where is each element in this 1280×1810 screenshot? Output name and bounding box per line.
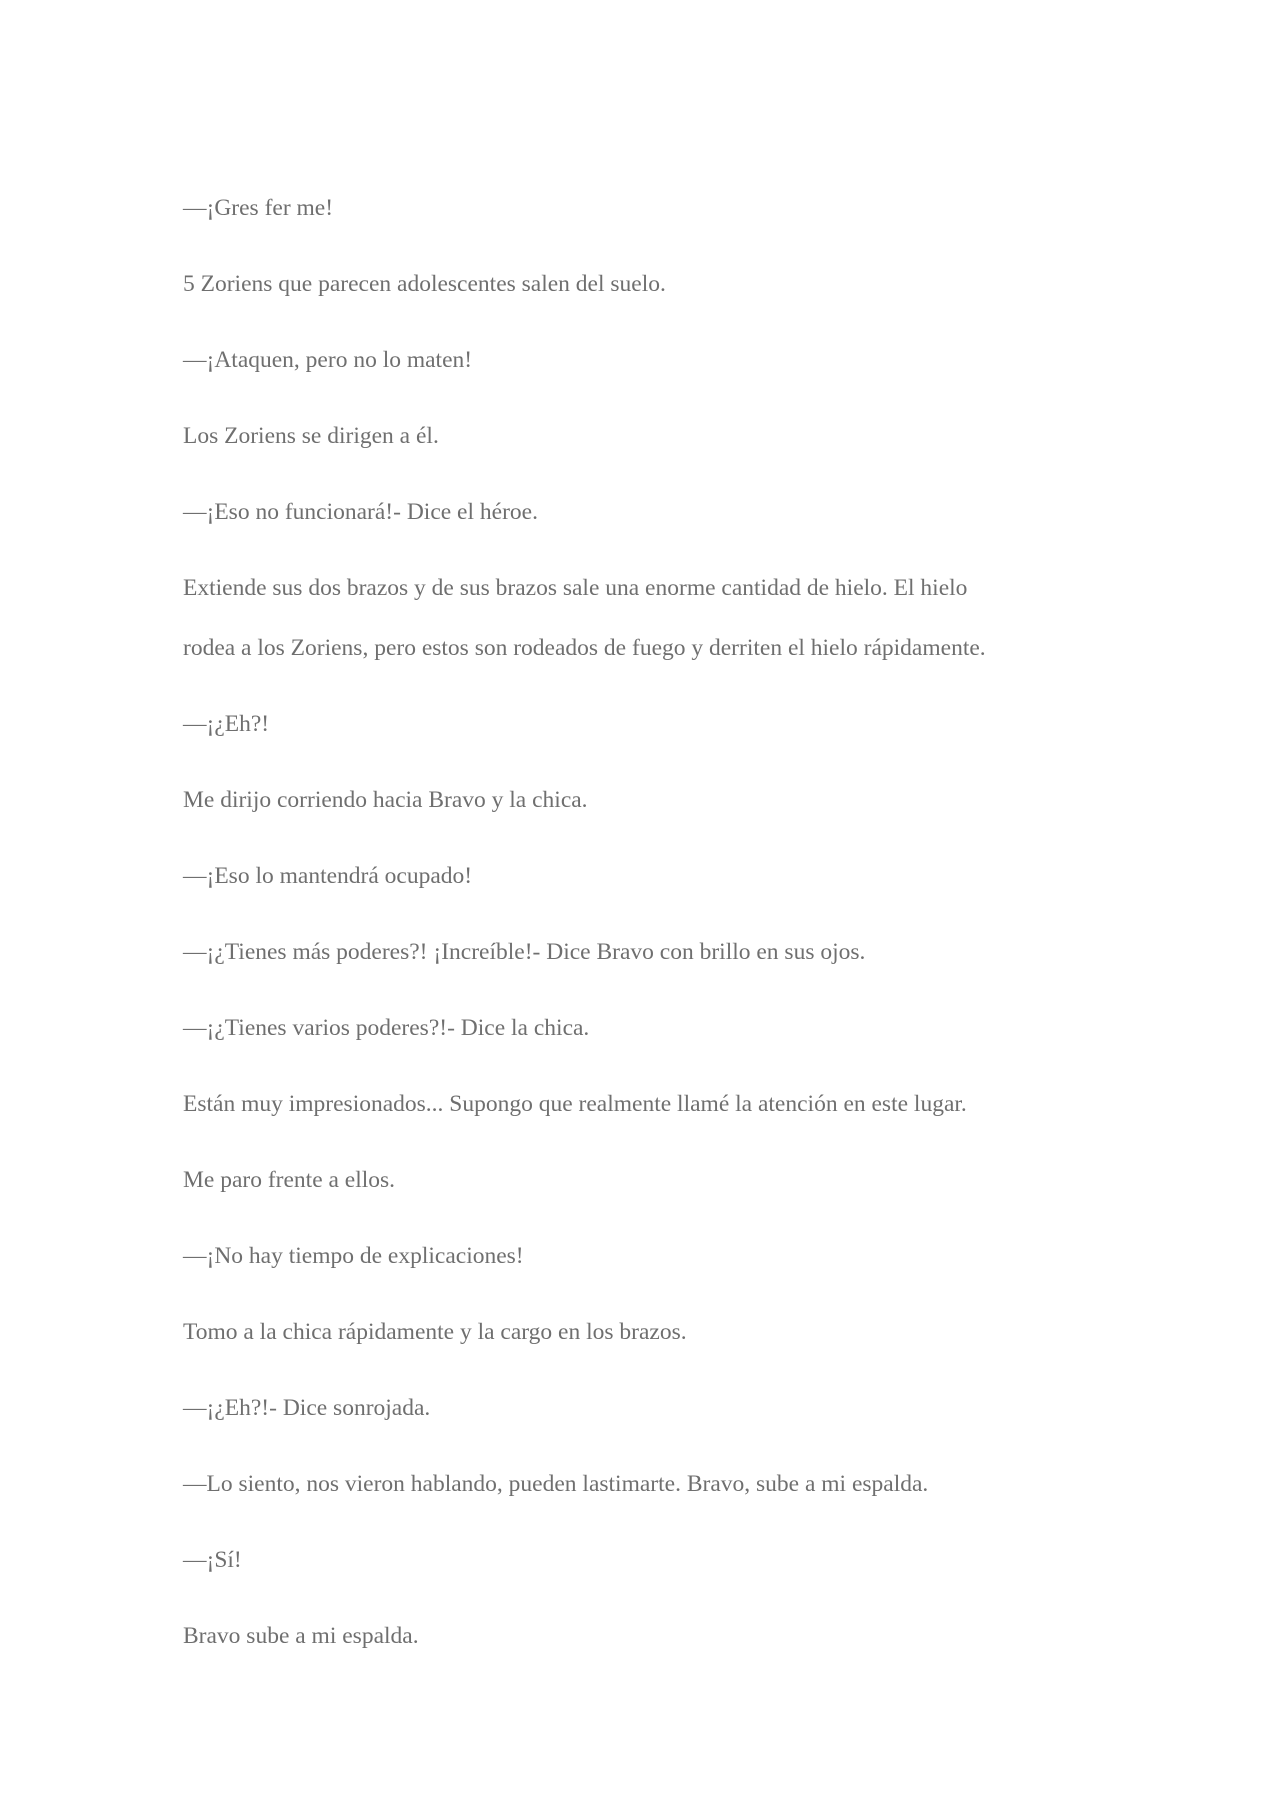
paragraph-line: Extiende sus dos brazos y de sus brazos sale una enorme cantidad de hielo. El hielo [183, 575, 968, 601]
paragraph: Me dirijo corriendo hacia Bravo y la chica. [183, 787, 588, 813]
paragraph: —¡Sí! [183, 1547, 242, 1573]
paragraph: —¡¿Eh?!- Dice sonrojada. [183, 1395, 431, 1421]
paragraph: Están muy impresionados... Supongo que realmente llamé la atención en este lugar. [183, 1091, 967, 1117]
paragraph: —¡Ataquen, pero no lo maten! [183, 347, 473, 373]
paragraph: Tomo a la chica rápidamente y la cargo en los brazos. [183, 1319, 687, 1345]
paragraph-line: rodea a los Zoriens, pero estos son rodeados de fuego y derriten el hielo rápidamente. [183, 635, 986, 661]
paragraph: Me paro frente a ellos. [183, 1167, 396, 1193]
paragraph: —¡¿Eh?! [183, 711, 270, 737]
paragraph: —¡Eso lo mantendrá ocupado! [183, 863, 473, 889]
paragraph: —¡¿Tienes más poderes?! ¡Increíble!- Dice Bravo con brillo en sus ojos. [183, 939, 866, 965]
paragraph: 5 Zoriens que parecen adolescentes salen del suelo. [183, 271, 666, 297]
document-body [183, 178, 1103, 1682]
paragraph: —¡Gres fer me! [183, 195, 334, 221]
paragraph: Los Zoriens se dirigen a él. [183, 423, 439, 449]
paragraph: —¡No hay tiempo de explicaciones! [183, 1243, 524, 1269]
paragraph: Bravo sube a mi espalda. [183, 1623, 419, 1649]
paragraph [183, 558, 1103, 678]
paragraph: —Lo siento, nos vieron hablando, pueden lastimarte. Bravo, sube a mi espalda. [183, 1471, 929, 1497]
paragraph: —¡¿Tienes varios poderes?!- Dice la chica. [183, 1015, 590, 1041]
paragraph: —¡Eso no funcionará!- Dice el héroe. [183, 499, 538, 525]
